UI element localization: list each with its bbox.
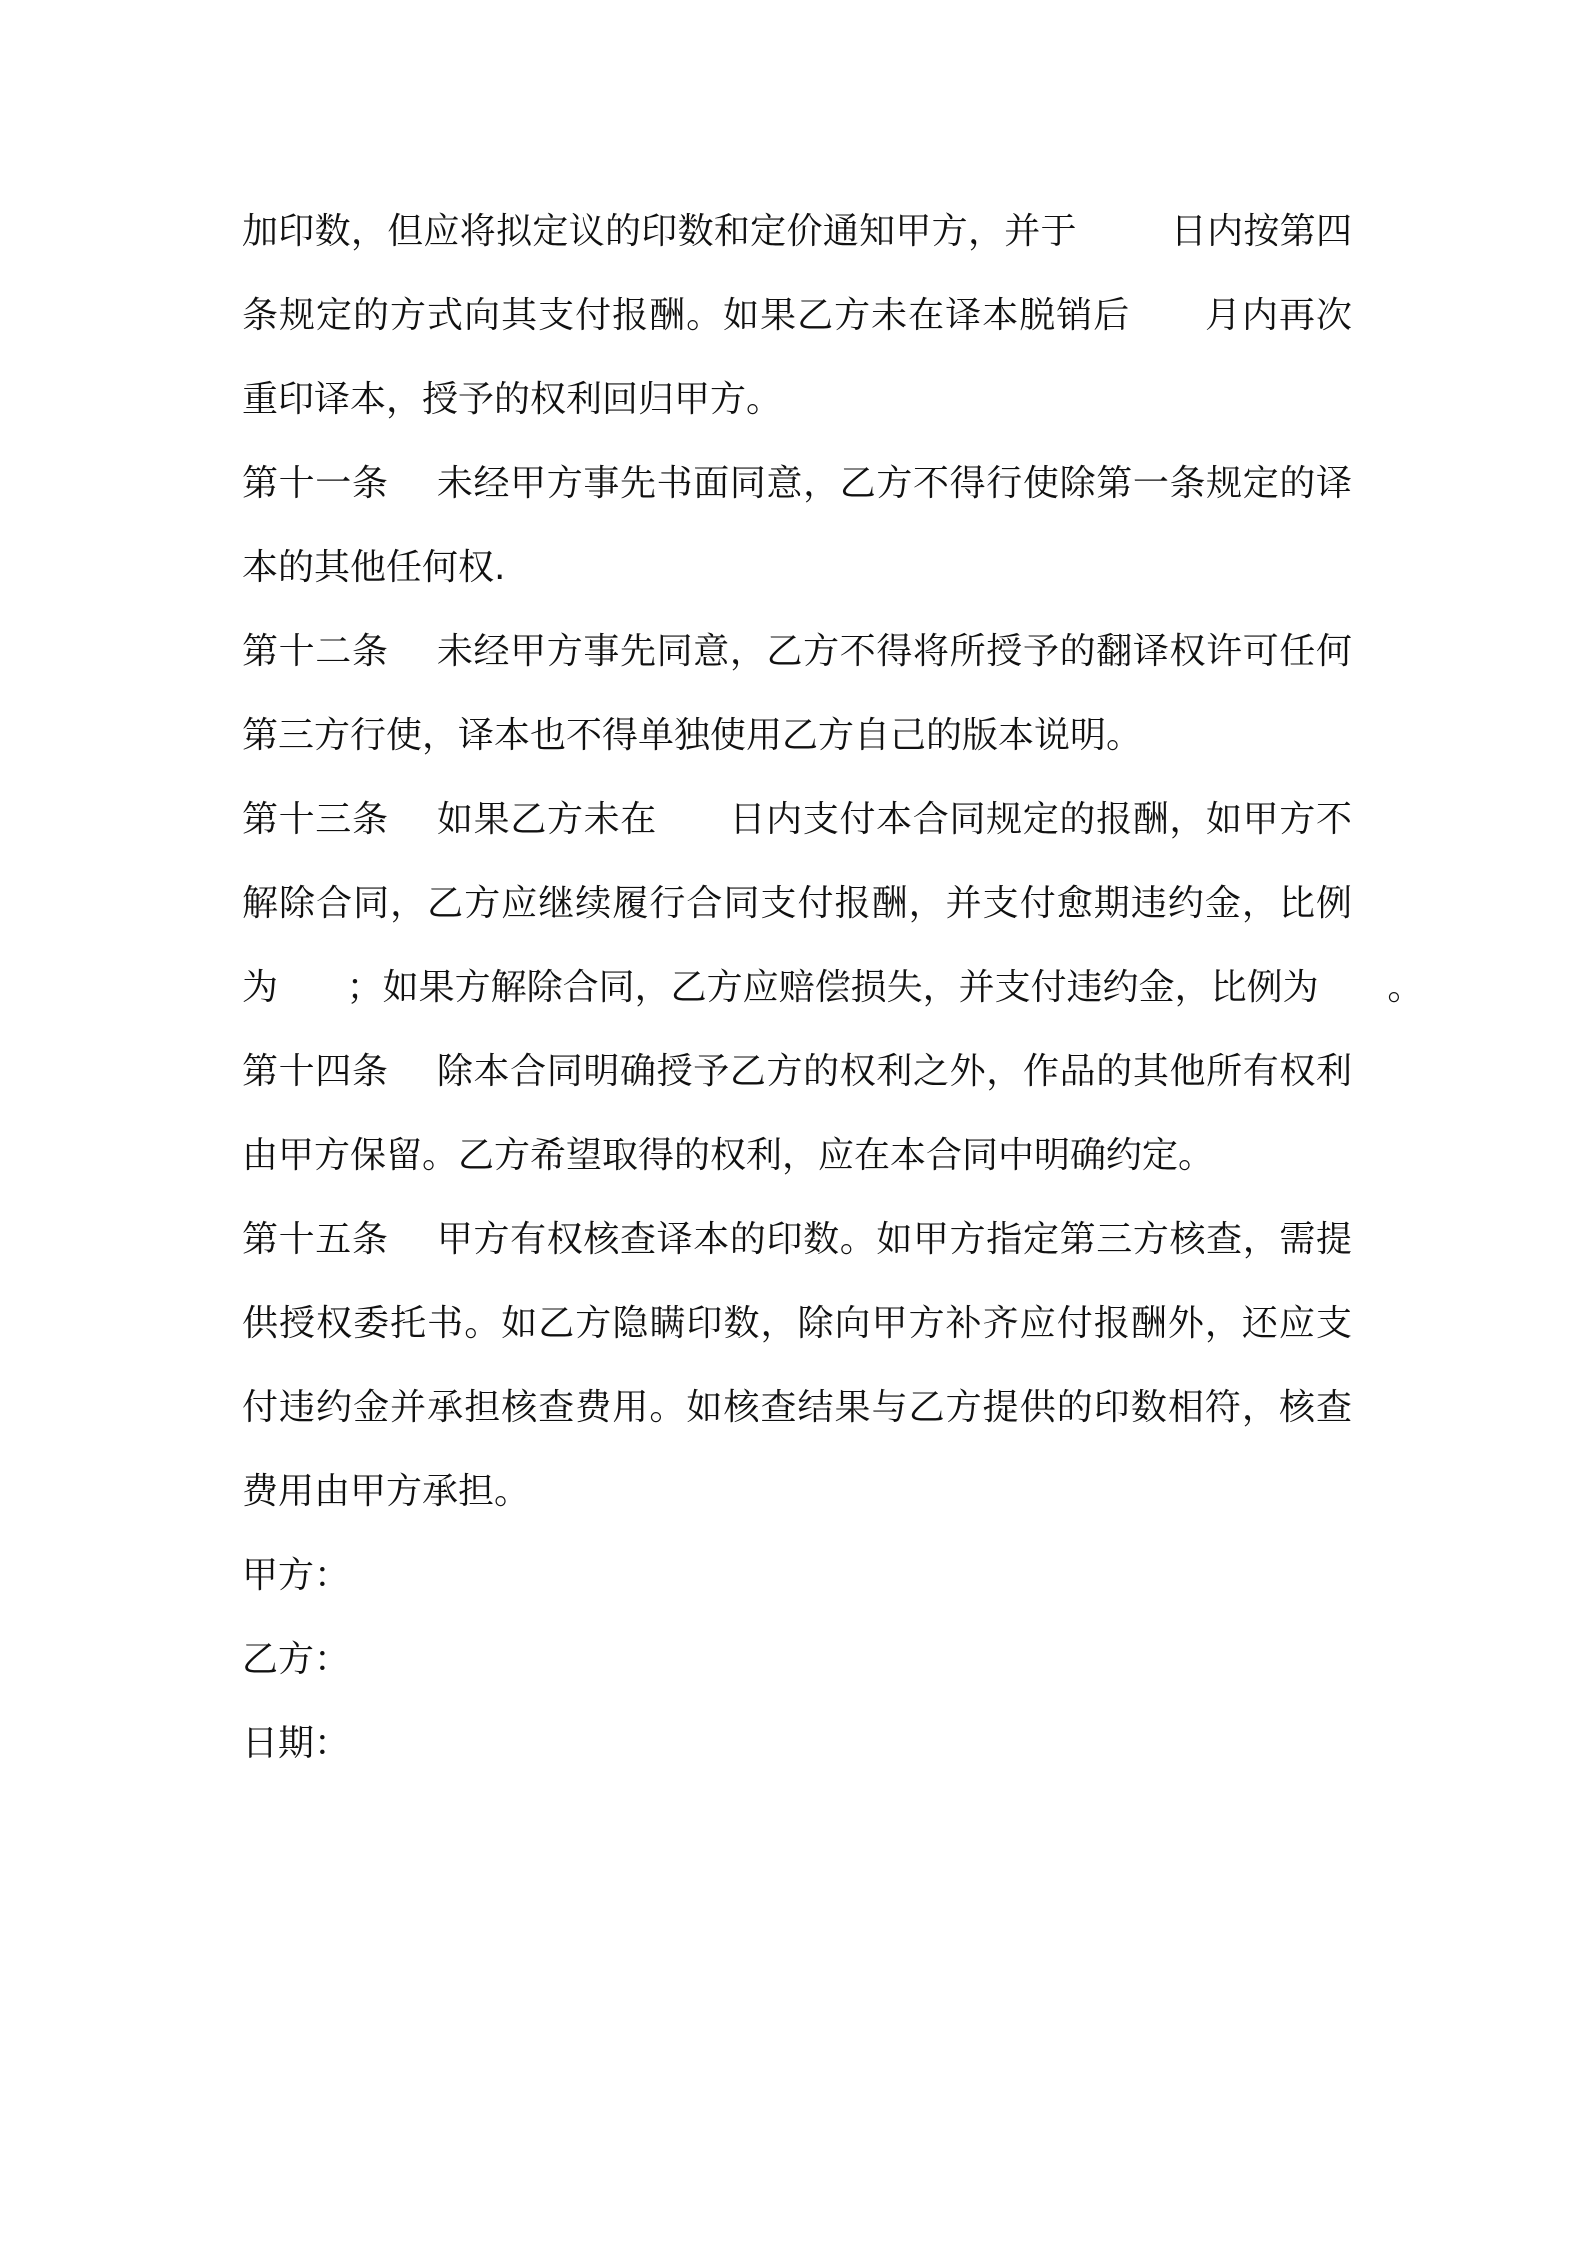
clause-11-line: 第十一条 未经甲方事先书面同意，乙方不得行使除第一条规定的译 bbox=[242, 463, 1352, 504]
clause-12-line: 第十二条 未经甲方事先同意，乙方不得将所授予的翻译权许可任何 bbox=[242, 631, 1352, 672]
text-line: 本的其他任何权. bbox=[242, 547, 506, 588]
text-line: 付违约金并承担核查费用。如核查结果与乙方提供的印数相符，核查 bbox=[242, 1387, 1352, 1428]
text-line: 为 ；如果方解除合同，乙方应赔偿损失，并支付违约金，比例为 。 bbox=[242, 967, 1424, 1008]
text-line: 供授权委托书。如乙方隐瞒印数，除向甲方补齐应付报酬外，还应支 bbox=[242, 1303, 1352, 1344]
party-a-signature: 甲方： bbox=[242, 1555, 351, 1596]
clause-13-line: 第十三条 如果乙方未在 日内支付本合同规定的报酬，如甲方不 bbox=[242, 799, 1352, 840]
text-line: 加印数，但应将拟定议的印数和定价通知甲方，并于 日内按第四 bbox=[242, 211, 1352, 252]
clause-14-line: 第十四条 除本合同明确授予乙方的权利之外，作品的其他所有权利 bbox=[242, 1051, 1352, 1092]
text-line: 由甲方保留。乙方希望取得的权利，应在本合同中明确约定。 bbox=[242, 1135, 1215, 1176]
text-line: 费用由甲方承担。 bbox=[242, 1471, 531, 1512]
party-b-signature: 乙方： bbox=[242, 1639, 351, 1680]
text-line: 重印译本，授予的权利回归甲方。 bbox=[242, 379, 783, 420]
text-line: 第三方行使，译本也不得单独使用乙方自己的版本说明。 bbox=[242, 715, 1143, 756]
contract-text bbox=[242, 190, 1424, 1786]
date-line: 日期： bbox=[242, 1723, 351, 1764]
text-line: 解除合同，乙方应继续履行合同支付报酬，并支付愈期违约金，比例 bbox=[242, 883, 1352, 924]
text-line: 条规定的方式向其支付报酬。如果乙方未在译本脱销后 月内再次 bbox=[242, 295, 1352, 336]
clause-15-line: 第十五条 甲方有权核查译本的印数。如甲方指定第三方核查，需提 bbox=[242, 1219, 1352, 1260]
